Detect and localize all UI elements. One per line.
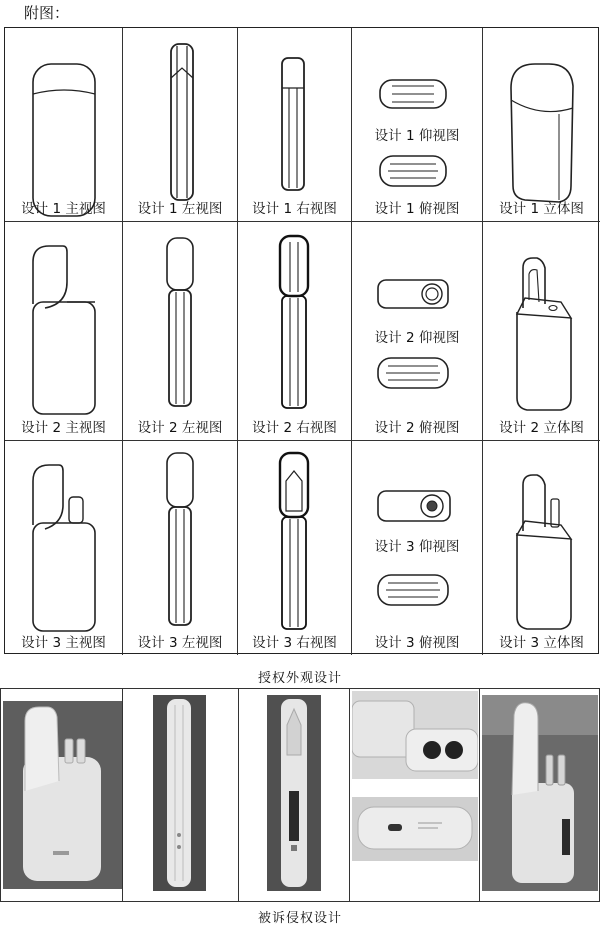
design-1-front-view bbox=[5, 28, 123, 222]
accused-front-photo bbox=[3, 701, 122, 889]
design-1-front-label: 设计 1 主视图 bbox=[21, 201, 106, 217]
design-3-front-view bbox=[5, 441, 123, 655]
design-3-bottom-top-view bbox=[352, 441, 483, 655]
design-3-front-drawing bbox=[5, 441, 123, 655]
design-2-bottom-top-view bbox=[352, 222, 483, 441]
design-1-right-view bbox=[238, 28, 352, 222]
design-3-perspective-view bbox=[483, 441, 600, 655]
accused-top-device-drawing bbox=[352, 797, 478, 861]
design-3-bottom-label: 设计 3 仰视图 bbox=[374, 539, 460, 555]
design-1-right-label: 设计 1 右视图 bbox=[252, 201, 337, 217]
design-2-left-drawing bbox=[123, 222, 238, 441]
accused-design-caption: 被诉侵权设计 bbox=[257, 911, 342, 926]
design-1-left-view bbox=[123, 28, 238, 222]
design-1-bottom-top-view bbox=[352, 28, 483, 222]
authorized-design-table bbox=[4, 27, 599, 654]
design-3-left-view bbox=[123, 441, 238, 655]
accused-top-photo bbox=[352, 797, 478, 861]
design-1-left-drawing bbox=[123, 28, 238, 222]
design-2-right-view bbox=[238, 222, 352, 441]
accused-front-device-drawing bbox=[3, 701, 122, 889]
accused-left-photo bbox=[153, 695, 206, 891]
design-2-front-label: 设计 2 主视图 bbox=[21, 420, 106, 436]
accused-left-device-drawing bbox=[153, 695, 206, 891]
design-2-left-view bbox=[123, 222, 238, 441]
appendix-heading: 附图： bbox=[24, 4, 70, 22]
accused-right-device-drawing bbox=[267, 695, 321, 891]
accused-bottom-device-drawing bbox=[352, 691, 478, 779]
authorized-design-caption: 授权外观设计 bbox=[257, 671, 342, 686]
design-1-front-drawing bbox=[5, 28, 123, 222]
design-1-perspective-drawing bbox=[483, 28, 600, 222]
design-3-right-label: 设计 3 右视图 bbox=[252, 635, 337, 651]
design-3-front-label: 设计 3 主视图 bbox=[21, 635, 106, 651]
design-2-front-drawing bbox=[5, 222, 123, 441]
design-3-top-label: 设计 3 俯视图 bbox=[374, 635, 460, 651]
design-3-right-drawing bbox=[238, 441, 352, 655]
design-2-top-label: 设计 2 俯视图 bbox=[374, 420, 460, 436]
design-3-right-view bbox=[238, 441, 352, 655]
design-2-perspective-drawing bbox=[483, 222, 600, 441]
design-1-bottom-label: 设计 1 仰视图 bbox=[374, 128, 460, 144]
design-2-front-view bbox=[5, 222, 123, 441]
design-3-perspective-label: 设计 3 立体图 bbox=[499, 635, 584, 651]
accused-perspective-device-drawing bbox=[482, 695, 598, 891]
design-2-perspective-view bbox=[483, 222, 600, 441]
accused-product-photos bbox=[0, 688, 600, 902]
design-1-right-drawing bbox=[238, 28, 352, 222]
design-3-perspective-drawing bbox=[483, 441, 600, 655]
accused-right-photo bbox=[267, 695, 321, 891]
design-1-top-label: 设计 1 俯视图 bbox=[374, 201, 460, 217]
design-2-perspective-label: 设计 2 立体图 bbox=[499, 420, 584, 436]
design-2-left-label: 设计 2 左视图 bbox=[137, 420, 223, 436]
accused-bottom-photo bbox=[352, 691, 478, 779]
design-3-left-drawing bbox=[123, 441, 238, 655]
accused-perspective-photo bbox=[482, 695, 598, 891]
design-2-bottom-label: 设计 2 仰视图 bbox=[374, 330, 460, 346]
design-1-perspective-view bbox=[483, 28, 600, 222]
design-1-perspective-label: 设计 1 立体图 bbox=[499, 201, 584, 217]
design-3-left-label: 设计 3 左视图 bbox=[137, 635, 223, 651]
design-1-left-label: 设计 1 左视图 bbox=[137, 201, 223, 217]
design-2-right-label: 设计 2 右视图 bbox=[252, 420, 337, 436]
design-2-right-drawing bbox=[238, 222, 352, 441]
